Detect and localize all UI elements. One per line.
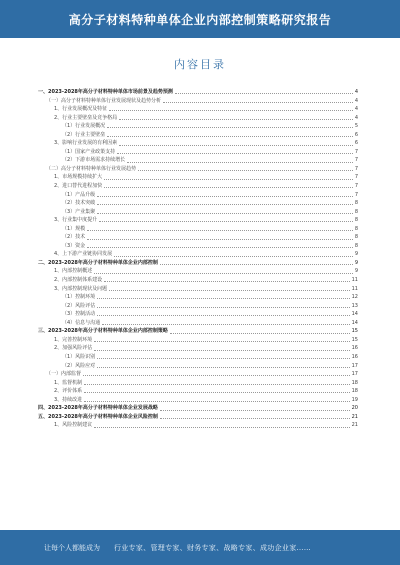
- toc-leader-dots: [84, 398, 349, 402]
- toc-entry-page: 18: [351, 379, 358, 386]
- toc-entry-page: 7: [354, 183, 358, 190]
- toc-leader-dots: [104, 176, 353, 180]
- toc-entry-text: 4、上下游产业链协同发展: [54, 251, 113, 258]
- toc-entry-page: 8: [354, 242, 358, 249]
- toc-entry-page: 8: [354, 217, 358, 224]
- toc-entry-page: 15: [351, 328, 358, 335]
- toc-leader-dots: [104, 184, 353, 188]
- toc-entry-page: 21: [351, 413, 358, 420]
- toc-entry-page: 11: [351, 277, 358, 284]
- toc-entry[interactable]: [38, 122, 358, 131]
- toc-leader-dots: [84, 381, 349, 385]
- toc-entry[interactable]: [38, 88, 358, 97]
- report-title-banner: [0, 0, 400, 38]
- toc-entry-text: （1）产品升级: [62, 191, 96, 198]
- toc-leader-dots: [97, 312, 349, 316]
- toc-leader-dots: [97, 295, 349, 299]
- toc-entry[interactable]: [38, 97, 358, 106]
- toc-entry[interactable]: [38, 404, 358, 413]
- toc-leader-dots: [87, 244, 353, 248]
- toc-leader-dots: [104, 278, 349, 282]
- toc-entry[interactable]: [38, 131, 358, 140]
- toc-entry[interactable]: [38, 370, 358, 379]
- toc-entry-text: （1）风险识别: [62, 353, 96, 360]
- toc-entry-text: （1）国家产业政策支持: [62, 148, 116, 155]
- toc-entry-text: （2）下游市场需求持续增长: [62, 157, 126, 164]
- toc-leader-dots: [84, 389, 349, 393]
- toc-entry-page: 16: [351, 353, 358, 360]
- toc-entry-page: 7: [354, 191, 358, 198]
- toc-leader-dots: [160, 261, 353, 265]
- toc-leader-dots: [138, 167, 353, 171]
- toc-entry-page: 4: [354, 89, 358, 95]
- toc-entry-text: 1、风险控制建议: [54, 422, 93, 429]
- toc-entry[interactable]: [38, 353, 358, 362]
- toc-entry[interactable]: [38, 148, 358, 157]
- toc-entry-text: （2）技术: [62, 234, 86, 241]
- toc-entry-text: 3、持续改进: [54, 396, 83, 403]
- toc-entry-text: 2、内部控制体系建设: [54, 277, 103, 284]
- toc-entry[interactable]: [38, 173, 358, 182]
- toc-entry-text: （1）行业发展概况: [62, 123, 106, 130]
- toc-entry-text: 2、评价体系: [54, 388, 83, 395]
- toc-entry[interactable]: [38, 199, 358, 208]
- toc-leader-dots: [102, 321, 349, 325]
- toc-entry-text: 1、市场规模持续扩大: [54, 174, 103, 181]
- toc-leader-dots: [94, 338, 349, 342]
- toc-entry-page: 4: [354, 97, 358, 104]
- toc-entry-page: 7: [354, 165, 358, 172]
- toc-entry[interactable]: [38, 421, 358, 430]
- toc-entry-page: 7: [354, 174, 358, 181]
- toc-entry-text: 3、行业集中度提升: [54, 217, 98, 224]
- toc-entry-text: （3）控制活动: [62, 311, 96, 318]
- toc-leader-dots: [87, 236, 353, 240]
- toc-leader-dots: [94, 347, 349, 351]
- toc-entry-page: 8: [354, 225, 358, 232]
- toc-entry-text: 1、行业发展概况及特征: [54, 106, 108, 113]
- toc-entry[interactable]: [38, 208, 358, 217]
- toc-entry[interactable]: [38, 379, 358, 388]
- toc-entry-text: （2）行业主要壁垒: [62, 131, 106, 138]
- toc-entry-page: 12: [351, 294, 358, 301]
- toc-entry[interactable]: [38, 139, 358, 148]
- toc-entry-page: 4: [354, 106, 358, 113]
- report-title: 高分子材料特种单体企业内部控制策略研究报告: [68, 12, 332, 27]
- toc-leader-dots: [94, 270, 353, 274]
- toc-leader-dots: [109, 287, 349, 291]
- toc-entry-page: 4: [354, 114, 358, 121]
- toc-leader-dots: [107, 124, 353, 128]
- toc-entry-text: 一、2023-2028年高分子材料特种单体市场前景及趋势预测: [38, 89, 173, 95]
- toc-leader-dots: [83, 372, 350, 376]
- toc-entry-page: 8: [354, 234, 358, 241]
- toc-entry-page: 16: [351, 345, 358, 352]
- toc-entry-page: 21: [351, 422, 358, 429]
- toc-entry[interactable]: [38, 310, 358, 319]
- toc-entry[interactable]: [38, 302, 358, 311]
- toc-entry-text: （2）风险评估: [62, 302, 96, 309]
- toc-entry-page: 18: [351, 388, 358, 395]
- toc-entry-text: 2、行业主要壁垒及竞争格局: [54, 114, 118, 121]
- toc-leader-dots: [97, 304, 349, 308]
- toc-list: [38, 88, 358, 430]
- toc-entry[interactable]: [38, 413, 358, 422]
- toc-leader-dots: [97, 364, 349, 368]
- toc-leader-dots: [114, 253, 353, 257]
- toc-entry[interactable]: [38, 259, 358, 268]
- toc-entry[interactable]: [38, 387, 358, 396]
- toc-leader-dots: [87, 227, 353, 231]
- toc-entry[interactable]: [38, 114, 358, 123]
- toc-entry-page: 13: [351, 302, 358, 309]
- toc-entry-page: 7: [354, 148, 358, 155]
- toc-entry[interactable]: [38, 344, 358, 353]
- toc-entry-page: 8: [354, 208, 358, 215]
- toc-entry-text: （2）风险应对: [62, 362, 96, 369]
- toc-entry-text: 1、完善控制环境: [54, 336, 93, 343]
- toc-entry-text: （2）技术突破: [62, 200, 96, 207]
- toc-entry-text: 3、内部控制现状及问题: [54, 285, 108, 292]
- toc-leader-dots: [97, 201, 353, 205]
- toc-entry[interactable]: [38, 233, 358, 242]
- toc-entry[interactable]: [38, 242, 358, 251]
- toc-entry[interactable]: [38, 362, 358, 371]
- toc-entry[interactable]: [38, 156, 358, 165]
- toc-entry-text: 二、2023-2028年高分子材料特种单体企业内部控制: [38, 259, 158, 266]
- toc-entry-page: 17: [351, 371, 358, 378]
- toc-leader-dots: [97, 355, 349, 359]
- toc-leader-dots: [99, 218, 353, 222]
- toc-entry[interactable]: [38, 105, 358, 114]
- toc-entry[interactable]: [38, 225, 358, 234]
- toc-entry[interactable]: [38, 293, 358, 302]
- toc-entry-page: 6: [354, 140, 358, 147]
- toc-entry[interactable]: [38, 191, 358, 200]
- toc-entry-text: （二）高分子材料特种单体行业发展趋势: [46, 165, 137, 172]
- toc-entry-page: 9: [354, 251, 358, 258]
- toc-entry-page: 14: [351, 319, 358, 326]
- toc-entry-page: 7: [354, 157, 358, 164]
- toc-entry[interactable]: [38, 276, 358, 285]
- toc-entry-text: （一）高分子材料特种单体行业发展现状及趋势分析: [46, 97, 162, 104]
- toc-entry-text: （1）规模: [62, 225, 86, 232]
- toc-entry[interactable]: [38, 182, 358, 191]
- toc-entry-text: （3）产业集聚: [62, 208, 96, 215]
- toc-leader-dots: [107, 133, 353, 137]
- toc-leader-dots: [117, 150, 353, 154]
- toc-entry-text: 五、2023-2028年高分子材料特种单体企业风险控制: [38, 413, 158, 420]
- toc-entry[interactable]: [38, 285, 358, 294]
- toc-entry[interactable]: [38, 165, 358, 174]
- toc-leader-dots: [97, 210, 353, 214]
- toc-entry-text: （一）内部监督: [46, 371, 82, 378]
- toc-entry[interactable]: [38, 267, 358, 276]
- toc-entry-page: 8: [354, 200, 358, 207]
- footer-banner: [0, 530, 400, 565]
- toc-entry-page: 9: [354, 268, 358, 275]
- toc-leader-dots: [94, 424, 349, 428]
- toc-leader-dots: [160, 415, 350, 419]
- toc-entry[interactable]: [38, 319, 358, 328]
- toc-entry-text: （3）资金: [62, 242, 86, 249]
- toc-entry-text: 3、影响行业发展的有利因素: [54, 140, 118, 147]
- toc-leader-dots: [160, 407, 350, 411]
- toc-entry-text: 1、内部控制概述: [54, 268, 93, 275]
- toc-entry-page: 5: [354, 123, 358, 130]
- toc-entry-page: 6: [354, 131, 358, 138]
- toc-entry[interactable]: [38, 216, 358, 225]
- toc-entry-text: 四、2023-2028年高分子材料特种单体企业发展战略: [38, 405, 158, 412]
- toc-leader-dots: [109, 107, 353, 111]
- toc-entry-text: 2、进口替代进程加快: [54, 183, 103, 190]
- toc-entry-page: 11: [351, 285, 358, 292]
- toc-entry[interactable]: [38, 327, 358, 336]
- footer-slogan: 让每个人都能成为: [44, 543, 100, 552]
- document-page: [28, 38, 372, 528]
- toc-entry-text: （4）信息与沟通: [62, 319, 101, 326]
- toc-entry-text: 1、监督机制: [54, 379, 83, 386]
- toc-entry-page: 15: [351, 336, 358, 343]
- toc-entry[interactable]: [38, 336, 358, 345]
- toc-leader-dots: [127, 159, 353, 163]
- toc-entry-text: 2、加强风险评估: [54, 345, 93, 352]
- toc-entry-text: 三、2023-2028年高分子材料特种单体企业内部控制策略: [38, 328, 168, 335]
- toc-entry-page: 17: [351, 362, 358, 369]
- toc-leader-dots: [119, 142, 353, 146]
- toc-leader-dots: [97, 193, 353, 197]
- toc-entry-text: （1）控制环境: [62, 294, 96, 301]
- toc-entry[interactable]: [38, 250, 358, 259]
- toc-entry-page: 9: [354, 259, 358, 266]
- toc-entry-page: 14: [351, 311, 358, 318]
- toc-title: 内容目录: [174, 58, 226, 71]
- toc-entry-page: 20: [351, 405, 358, 412]
- footer-roles: 行业专家、管理专家、财务专家、战略专家、成功企业家……: [114, 543, 312, 552]
- toc-leader-dots: [175, 90, 353, 94]
- toc-entry[interactable]: [38, 396, 358, 405]
- toc-leader-dots: [170, 330, 350, 334]
- toc-leader-dots: [163, 99, 353, 103]
- toc-entry-page: 19: [351, 396, 358, 403]
- toc-leader-dots: [119, 116, 353, 120]
